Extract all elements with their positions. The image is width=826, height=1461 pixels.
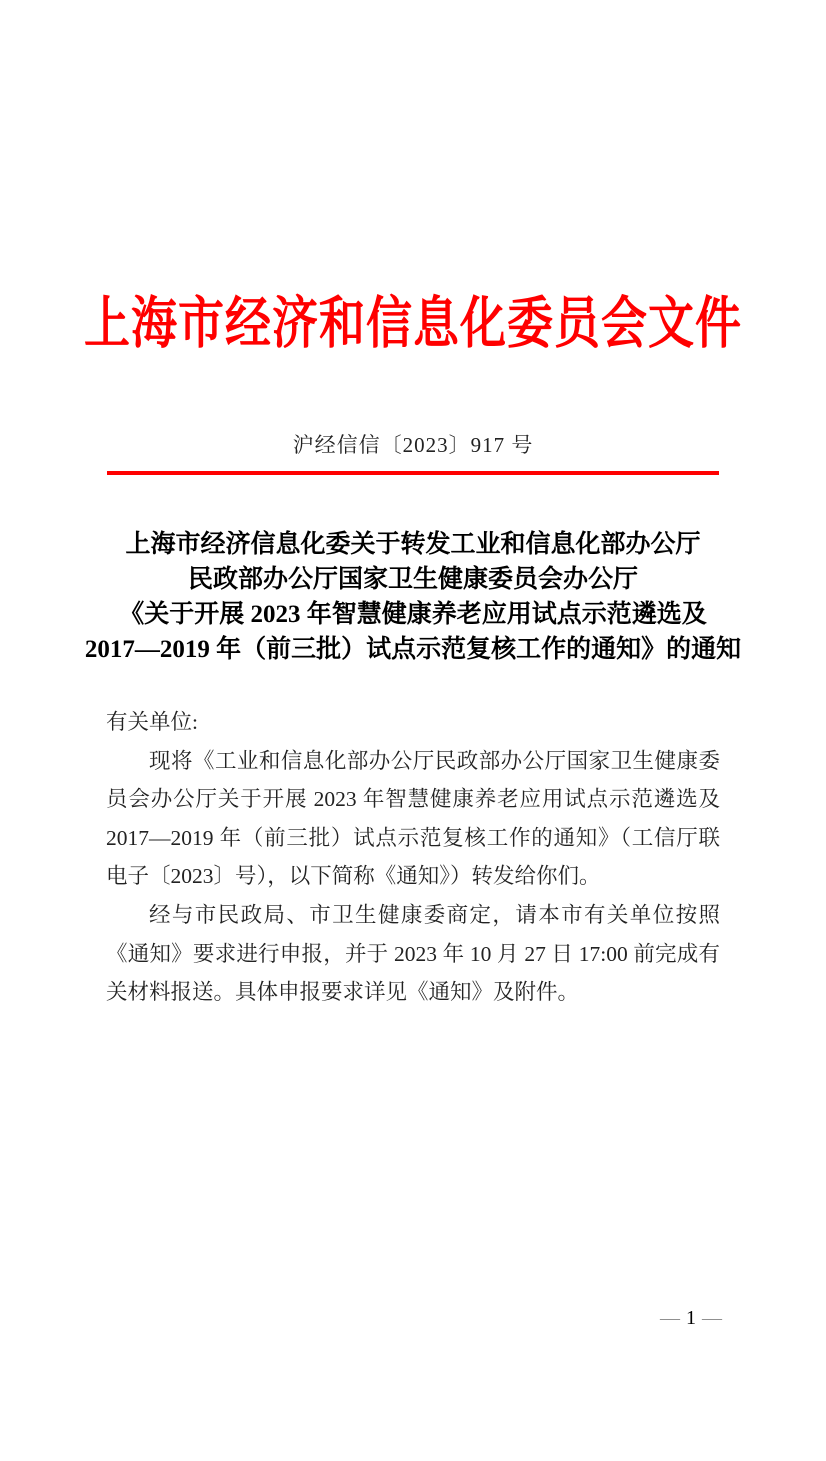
document-page [0, 292, 826, 1461]
document-body [106, 703, 720, 1012]
red-divider-line [107, 471, 719, 475]
page-number-value: 1 [686, 1307, 696, 1329]
document-title-line-2: 民政部办公厅国家卫生健康委员会办公厅 [187, 566, 638, 593]
document-title-line-3: 《关于开展 2023 年智慧健康养老应用试点示范遴选及 [119, 601, 707, 628]
document-header-title: 上海市经济和信息化委员会文件 [84, 292, 742, 355]
body-paragraph-1: 现将《工业和信息化部办公厅民政部办公厅国家卫生健康委员会办公厅关于开展 2023 年智慧健康养老应用试点示范遴选及 2017—2019 年（前三批）试点示范复核工作的通知》（工信厅联电子〔2023〕号），以下简称《通知》）转发给你们。 [106, 748, 720, 889]
document-title-line-4: 2017—2019 年（前三批）试点示范复核工作的通知》的通知 [84, 636, 742, 663]
page-number-dash-right: — [702, 1307, 722, 1329]
body-paragraph-2: 经与市民政局、市卫生健康委商定，请本市有关单位按照《通知》要求进行申报，并于 2023 年 10 月 27 日 17:00 前完成有关材料报送。具体申报要求详见《通知》及附件。 [106, 902, 720, 1005]
document-title-line-1: 上海市经济信息化委关于转发工业和信息化部办公厅 [125, 531, 701, 558]
document-reference-number: 沪经信信〔2023〕917 号 [292, 433, 534, 457]
salutation: 有关单位: [106, 710, 198, 734]
page-number [654, 1304, 728, 1332]
page-number-dash-left: — [660, 1307, 680, 1329]
document-title [0, 527, 826, 667]
